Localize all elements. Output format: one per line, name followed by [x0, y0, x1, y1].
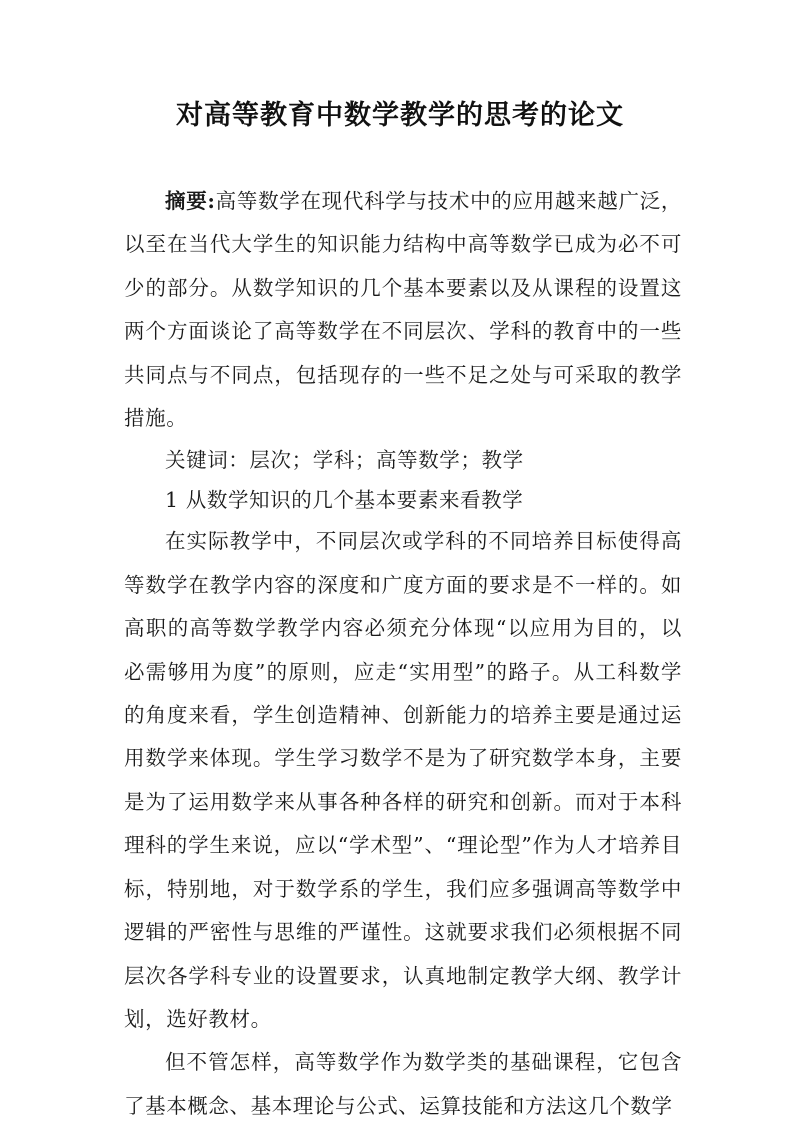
document-title: 对高等教育中数学教学的思考的论文	[176, 100, 624, 131]
abstract-text: 高等数学在现代科学与技术中的应用越来越广泛，以至在当代大学生的知识能力结构中高等数学已成为必不可少的部分。从数学知识的几个基本要素以及从课程的设置这两个方面谈论了高等数学在不同层次、学科的教育中的一些共同点与不同点，包括现存的一些不足之处与可采取的教学措施。	[124, 189, 682, 431]
abstract-paragraph	[124, 180, 682, 440]
abstract-label: 摘要:	[165, 189, 216, 213]
body-paragraph-2: 但不管怎样，高等数学作为数学类的基础课程，它包含了基本概念、基本理论与公式、运算技能和方法这几个数学	[124, 1050, 682, 1118]
section-heading: 1 从数学知识的几个基本要素来看教学	[165, 488, 524, 513]
keywords-line: 关键词：层次；学科；高等数学；教学	[165, 448, 524, 473]
body-paragraph-1: 在实际教学中，不同层次或学科的不同培养目标使得高等数学在教学内容的深度和广度方面的要求是不一样的。如高职的高等数学教学内容必须充分体现“以应用为目的，以必需够用为度”的原则，应走“实用型”的路子。从工科数学的角度来看，学生创造精神、创新能力的培养主要是通过运用数学来体现。学生学习数学不是为了研究数学本身，主要是为了运用数学来从事各种各样的研究和创新。而对于本科理科的学生来说，应以“学术型”、“理论型”作为人才培养目标，特别地，对于数学系的学生，我们应多强调高等数学中逻辑的严密性与思维的严谨性。这就要求我们必须根据不同层次各学科专业的设置要求，认真地制定教学大纲、教学计划，选好教材。	[124, 529, 682, 1031]
document-body	[124, 180, 682, 1128]
